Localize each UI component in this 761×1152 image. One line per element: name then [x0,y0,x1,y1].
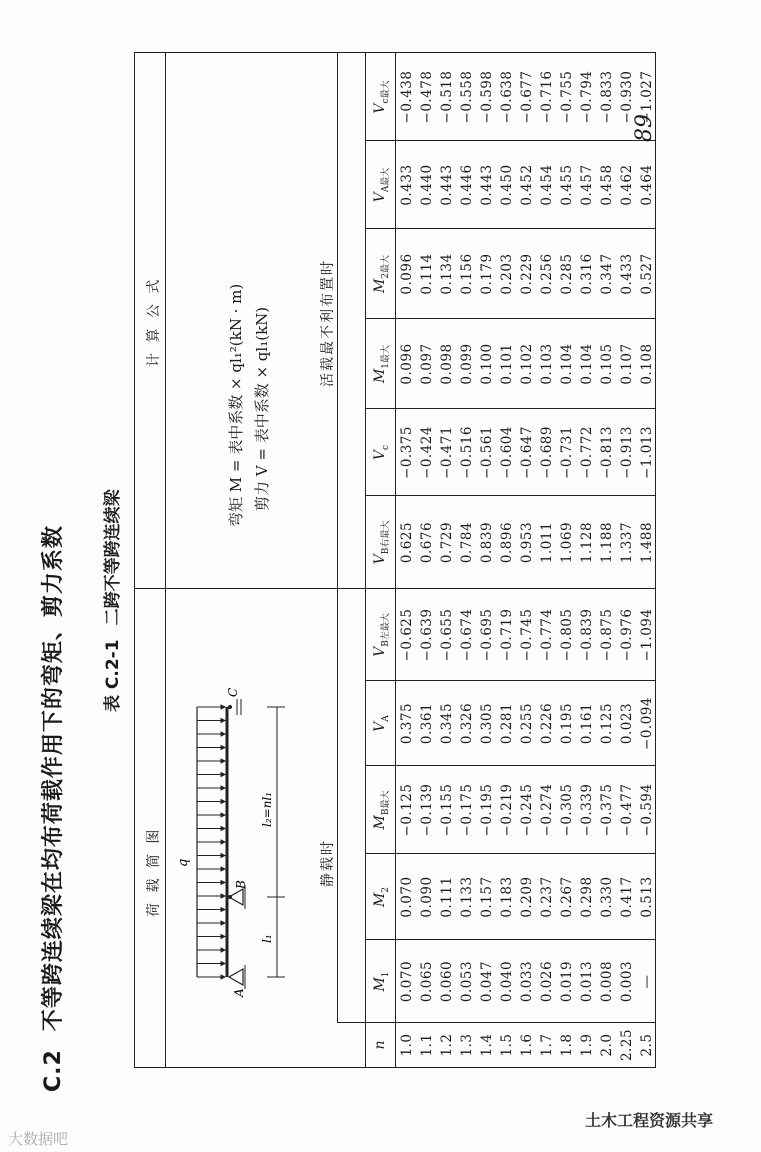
table-cell: 0.103 [539,343,555,385]
table-cell: 0.281 [499,702,515,745]
table-cell: 1.011 [539,521,555,564]
table-cell: 0.513 [639,876,655,918]
table-cell: 0.953 [519,521,535,564]
table-cell: 0.105 [599,343,615,385]
table-cell: 0.458 [599,164,615,206]
table-cell: 0.013 [579,960,595,1003]
table-cell: −0.655 [439,608,455,662]
table-cell: 0.896 [499,521,515,564]
table-cell: 0.133 [459,876,475,918]
table-cell: 0.676 [419,521,435,564]
table-cell: −0.471 [439,426,455,479]
table-cell: 0.096 [399,343,415,385]
col-header-sub: 2 [380,886,391,893]
table-cell: −0.794 [579,70,595,124]
col-header-main: M [372,368,388,384]
table-rule [365,53,366,1067]
table-cell: −0.139 [419,783,435,837]
table-cell: 0.433 [619,253,635,295]
table-cell: 0.443 [479,164,495,206]
table-cell: 0.104 [579,343,595,385]
table-cell: −0.695 [479,608,495,662]
table-cell: 0.053 [459,960,475,1003]
table-cell: 2.25 [619,1028,635,1062]
table-cell: −0.477 [619,783,635,837]
table-cell: 0.457 [579,164,595,206]
section-title-text: 不等跨连续梁在均布荷载作用下的弯矩、剪力系数 [41,525,66,1032]
table-cell: 0.111 [439,876,455,918]
table-cell: −1.094 [639,608,655,662]
col-header-Vcmax [372,53,391,141]
table-cell: 0.345 [439,702,455,745]
label-A: A [232,988,246,997]
table-cell: 1.488 [639,521,655,564]
table-cell: 0.100 [479,343,495,385]
table-cell: 0.157 [479,876,495,918]
beam-diagram [167,667,307,1027]
table-rule [337,1022,365,1023]
col-header-sub: 2最大 [380,254,391,279]
table-cell: 0.267 [559,876,575,918]
col-header-sub: 1最大 [380,344,391,369]
moment-formula: 弯矩 M = 表中系数 × ql₁²(kN · m) [227,283,245,527]
col-header-main: M [372,977,388,992]
label-C: C [226,687,240,697]
table-cell: 0.070 [399,960,415,1003]
table-cell: 0.102 [519,343,535,385]
table-cell: — [639,974,655,989]
col-header-VBR [372,496,391,589]
label-l2: l₂=nl₁ [260,791,274,827]
table-cell: 0.455 [559,164,575,206]
table-cell: −0.976 [619,608,635,662]
section-title [36,525,67,1092]
table-cell: 0.443 [439,164,455,206]
table-cell: −0.719 [499,608,515,662]
table-cell: −0.094 [639,697,655,750]
table-cell: −0.195 [479,783,495,837]
col-header-main: n [372,1040,388,1050]
table-cell: 0.256 [539,253,555,295]
table-cell: −0.716 [539,70,555,124]
table-cell: −0.731 [559,426,575,479]
table-cell: 0.023 [619,702,635,745]
table-cell: −0.774 [539,608,555,662]
table-cell: 0.090 [419,876,435,918]
table-cell: −0.125 [399,783,415,837]
table-cell: 0.179 [479,253,495,295]
table-cell: 0.462 [619,164,635,206]
table-cell: 0.729 [439,521,455,564]
table-cell: 0.040 [499,960,515,1003]
table-cell: 0.008 [599,960,615,1003]
table-cell: 0.101 [499,343,515,385]
table-cell: −0.245 [519,783,535,837]
col-header-sub: c [380,444,391,450]
table-cell: 0.839 [479,521,495,564]
col-header-main: V [372,721,388,732]
col-header-main: V [372,103,388,114]
table-cell: 2.0 [599,1033,615,1057]
table-cell: 0.104 [559,343,575,385]
table-cell: −0.677 [519,70,535,124]
table-cell: 0.625 [399,521,415,564]
table-cell: 0.195 [559,702,575,745]
table-cell: −0.424 [419,426,435,479]
table-rule [165,53,166,1067]
table-cell: −0.598 [479,70,495,124]
col-header-sub: B最大 [380,790,391,816]
table-cell: 0.097 [419,343,435,385]
table-cell: 0.026 [539,960,555,1003]
table-cell: 1.337 [619,521,635,564]
table-cell: −0.638 [499,70,515,124]
table-cell: −0.339 [579,783,595,837]
table-title-text: 二跨不等跨连续梁 [103,489,123,626]
table-cell: −0.689 [539,426,555,479]
table-cell: −0.913 [619,426,635,479]
table-cell: 0.452 [519,164,535,206]
table-cell: 0.019 [559,960,575,1003]
table-cell: 1.5 [499,1033,515,1057]
table-cell: 1.0 [399,1033,415,1057]
col-header-M1max [372,319,391,409]
table-cell: 1.128 [579,521,595,564]
table-number: 表 C.2-1 [103,639,123,712]
col-header-sub: 1 [380,971,391,978]
table-cell: 0.125 [599,702,615,745]
table-cell: −0.875 [599,608,615,662]
table-rule [337,53,338,1023]
col-header-main: M [372,278,388,294]
col-header-VA [372,681,391,766]
table-cell: 0.237 [539,876,555,918]
table-cell: 1.8 [559,1033,575,1057]
col-header-main: M [372,815,388,830]
table-cell: 0.226 [539,702,555,745]
table-cell: 0.316 [579,253,595,295]
table-cell: 1.069 [559,521,575,564]
table-cell: 1.6 [519,1033,535,1057]
table-cell: −0.478 [419,70,435,124]
table-cell: −0.647 [519,426,535,479]
table-cell: 0.433 [399,164,415,206]
col-header-main: V [372,449,388,461]
col-header-sub: B右最大 [380,520,391,555]
load-diagram-header: 荷 载 简 图 [146,826,162,917]
col-header-sub: B左最大 [380,613,391,647]
table-title [98,489,123,712]
col-header-M2max [372,229,391,319]
table-cell: −0.930 [619,70,635,124]
table-cell: 0.527 [639,253,655,295]
table-cell: 0.033 [519,960,535,1003]
table-cell: −0.175 [459,783,475,837]
col-header-sub: A [380,715,391,722]
table-cell: −0.805 [559,608,575,662]
table-rule [395,53,396,1067]
table-cell: −0.219 [499,783,515,837]
table-cell: −0.625 [399,608,415,662]
table-cell: 1.3 [459,1033,475,1057]
col-header-VAmax [372,141,391,229]
table-cell: −0.305 [559,783,575,837]
table-cell: −0.755 [559,70,575,124]
col-header-M1 [372,940,391,1023]
table-cell: −0.839 [579,608,595,662]
table-cell: −1.013 [639,426,655,479]
table-cell: −0.745 [519,608,535,662]
live-load-header: 活载最不利布置时 [320,259,336,387]
table-cell: 0.047 [479,960,495,1003]
table-cell: −0.375 [399,426,415,479]
table-cell: 0.454 [539,164,555,206]
page-number: 89 [632,114,657,142]
col-header-VBL [372,589,391,681]
table-cell: −1.027 [639,70,655,124]
col-header-main: V [372,192,388,203]
table-cell: 0.440 [419,164,435,206]
table-cell: 0.446 [459,164,475,206]
coefficient-table [134,52,656,1068]
table-cell: 0.209 [519,876,535,918]
table-cell: 0.099 [459,343,475,385]
label-l1: l₁ [260,934,274,943]
table-cell: −0.833 [599,70,615,124]
table-cell: −0.772 [579,426,595,479]
table-cell: 0.108 [639,343,655,385]
col-header-main: M [372,892,388,908]
col-header-M2 [372,854,391,940]
table-rule [135,588,655,589]
col-header-main: V [372,646,388,657]
table-cell: −0.639 [419,608,435,662]
table-cell: 0.361 [419,702,435,745]
shear-formula: 剪力 V = 表中系数 × ql₁(kN) [253,306,271,511]
table-cell: 0.156 [459,253,475,295]
table-cell: 0.065 [419,960,435,1003]
table-cell: 0.003 [619,960,635,1003]
col-header-MB [372,766,391,854]
col-header-sub: c最大 [380,80,391,104]
table-cell: −0.375 [599,783,615,837]
col-header-main: V [372,554,388,565]
table-cell: 1.188 [599,521,615,564]
table-cell: 1.9 [579,1033,595,1057]
table-cell: −0.594 [639,783,655,837]
col-header-n [372,1023,388,1067]
table-cell: 0.375 [399,702,415,745]
watermark-right: 土木工程资源共享 [585,1111,714,1130]
table-cell: 0.107 [619,343,635,385]
table-cell: 0.096 [399,253,415,295]
formula-header: 计 算 公 式 [146,276,162,367]
table-cell: −0.274 [539,783,555,837]
table-cell: 0.298 [579,876,595,918]
table-cell: −0.155 [439,783,455,837]
table-cell: −0.674 [459,608,475,662]
table-cell: 0.098 [439,343,455,385]
watermark-left: 大数据吧 [8,1130,69,1148]
table-cell: 1.4 [479,1033,495,1057]
table-cell: 0.305 [479,702,495,745]
table-cell: 0.347 [599,253,615,295]
table-cell: 0.464 [639,164,655,206]
table-cell: 0.183 [499,876,515,918]
table-cell: 0.114 [419,253,435,295]
table-cell: 0.326 [459,702,475,745]
table-cell: 0.255 [519,702,535,745]
table-cell: 0.134 [439,253,455,295]
table-cell: 1.2 [439,1033,455,1057]
table-cell: −0.516 [459,426,475,479]
table-cell: −0.813 [599,426,615,479]
table-cell: 0.203 [499,253,515,295]
table-cell: 0.784 [459,521,475,564]
table-cell: −0.561 [479,426,495,479]
table-cell: 0.330 [599,876,615,918]
col-header-Vc [372,409,391,496]
table-cell: −0.558 [459,70,475,124]
table-cell: 0.060 [439,960,455,1003]
static-load-header: 静载时 [320,839,336,887]
table-cell: 0.229 [519,253,535,295]
table-cell: −0.438 [399,70,415,124]
table-cell: 0.070 [399,876,415,918]
table-cell: −0.604 [499,426,515,479]
table-cell: −0.518 [439,70,455,124]
table-cell: 0.450 [499,164,515,206]
label-B: B [234,880,248,889]
table-cell: 1.7 [539,1033,555,1057]
section-number: C.2 [41,1049,66,1092]
col-header-sub: A最大 [380,167,391,193]
table-cell: 1.1 [419,1033,435,1057]
table-cell: 0.161 [579,702,595,745]
table-cell: 0.285 [559,253,575,295]
table-cell: 0.417 [619,876,635,918]
label-q: q [176,858,191,867]
table-cell: 2.5 [639,1033,655,1057]
